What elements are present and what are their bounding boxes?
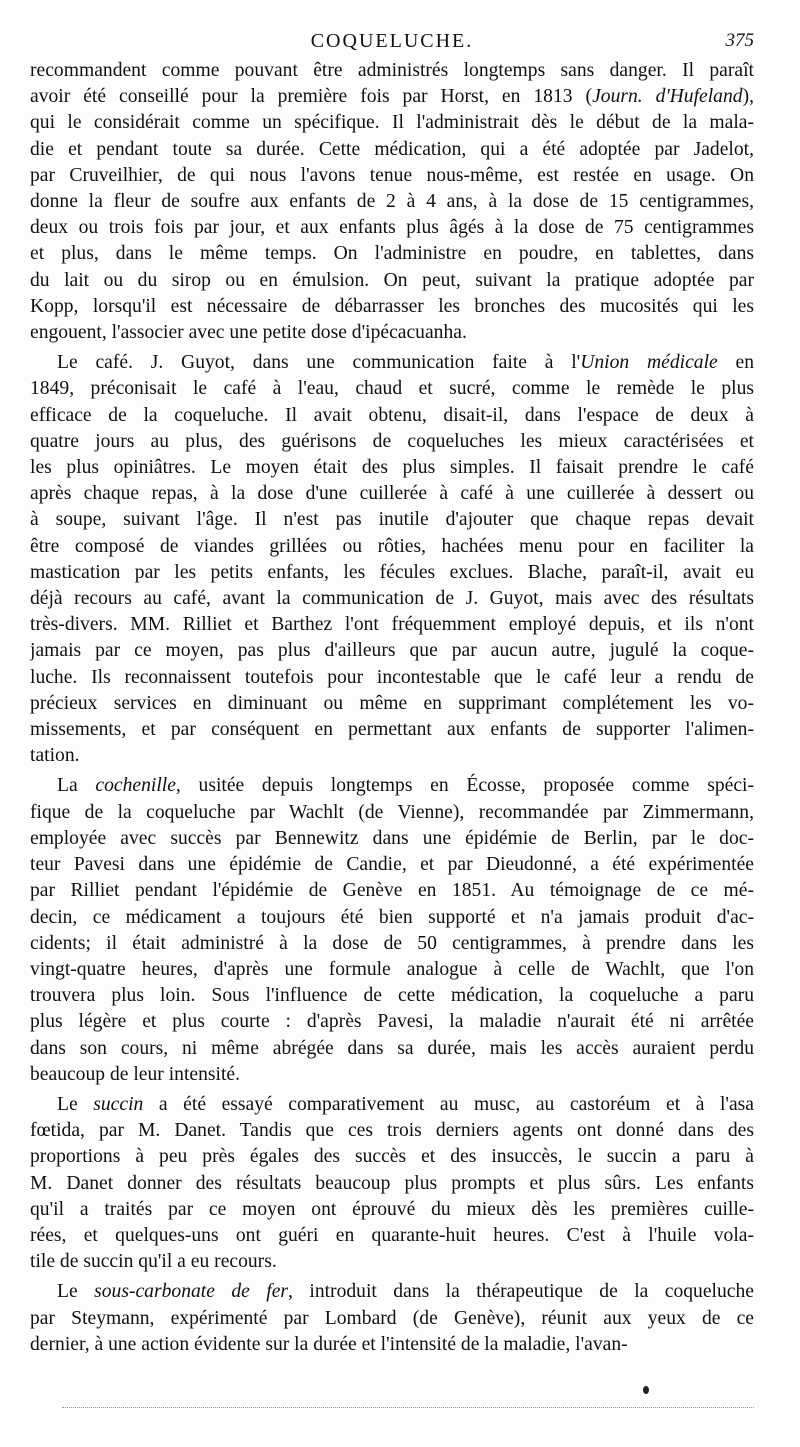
text-line: plus légère et plus courte : d'après Pavesi, la maladie n'aurait été ni arrêtée (30, 1011, 754, 1033)
text-line: efficace de la coqueluche. Il avait obtenu, disait-il, dans l'espace de deux à (30, 404, 754, 426)
text-line: quatre jours au plus, des guérisons de coqueluches les mieux caractérisées et (30, 430, 754, 452)
text-line: donne la fleur de soufre aux enfants de 2 à 4 ans, à la dose de 15 centigrammes, (30, 191, 754, 213)
text-line: et plus, dans le même temps. On l'administre en poudre, en tablettes, dans (30, 243, 754, 265)
text-line: Le sous-carbonate de fer, introduit dans la thérapeutique de la coqueluche (57, 1281, 754, 1303)
text-line: die et pendant toute sa durée. Cette médication, qui a été adoptée par Jadelot, (30, 138, 754, 160)
text-block (30, 58, 754, 1362)
text-line: recommandent comme pouvant être administrés longtemps sans danger. Il paraît (30, 60, 754, 81)
text-line: mastication par les petits enfants, les fécules exclues. Blache, paraît-il, avait eu (30, 561, 754, 583)
text-line: qu'il a traités par ce moyen ont éprouvé du mieux dès les premières cuille- (30, 1198, 754, 1220)
text-line: du lait ou du sirop ou en émulsion. On peut, suivant la pratique adoptée par (30, 269, 754, 291)
text-line: deux ou trois fois par jour, et aux enfants plus âgés à la dose de 75 centigrammes (30, 217, 754, 239)
text-line: trouvera plus loin. Sous l'influence de cette médication, la coqueluche a paru (30, 985, 754, 1007)
text-line: jamais par ce moyen, pas plus d'ailleurs que par aucun autre, jugulé la coque- (30, 640, 754, 662)
text-line: engouent, l'associer avec une petite dose d'ipécacuanha. (30, 322, 467, 344)
text-line: Le café. J. Guyot, dans une communication faite à l'Union médicale en (57, 352, 754, 374)
text-line: par Cruveilhier, de qui nous l'avons tenue nous-même, est restée en usage. On (30, 164, 754, 186)
paragraph (30, 773, 754, 1087)
running-title: COQUELUCHE. (310, 30, 474, 52)
page-number: 375 (725, 30, 754, 51)
text-line: fique de la coqueluche par Wachlt (de Vienne), recommandée par Zimmermann, (30, 801, 754, 823)
text-line: M. Danet donner des résultats beaucoup plus prompts et plus sûrs. Les enfants (30, 1172, 754, 1194)
footer-rule (62, 1407, 754, 1408)
ink-speck (643, 1386, 649, 1394)
text-line: cidents; il était administré à la dose de 50 centigrammes, à prendre dans les (30, 932, 754, 954)
paragraph (30, 350, 754, 769)
text-line: très-divers. MM. Rilliet et Barthez l'ont fréquemment employé depuis, et ils n'ont (30, 614, 754, 636)
text-line: teur Pavesi dans une épidémie de Candie, et par Dieudonné, a été expérimentée (30, 854, 754, 876)
text-line: tile de succin qu'il a eu recours. (30, 1251, 277, 1273)
text-line: La cochenille, usitée depuis longtemps en Écosse, proposée comme spéci- (57, 775, 754, 797)
text-line: employée avec succès par Bennewitz dans une épidémie de Berlin, par le doc- (30, 827, 754, 849)
paragraph (30, 1279, 754, 1358)
text-line: déjà recours au café, avant la communication de J. Guyot, mais avec des résultats (30, 588, 754, 610)
text-line: après chaque repas, à la dose d'une cuillerée à café à une cuillerée à dessert ou (30, 483, 754, 505)
text-line: Le succin a été essayé comparativement au musc, au castoréum et à l'asa (57, 1093, 754, 1115)
running-head (30, 27, 754, 55)
text-line: précieux services en diminuant ou même en supprimant complétement les vo- (30, 692, 754, 714)
text-line: proportions à peu près égales des succès et des insuccès, le succin a paru à (30, 1146, 754, 1168)
text-line: par Steymann, expérimenté par Lombard (de Genève), réunit aux yeux de ce (30, 1307, 754, 1329)
text-line: rées, et quelques-uns ont guéri en quarante-huit heures. C'est à l'huile vola- (30, 1224, 754, 1246)
text-line: les plus opiniâtres. Le moyen était des plus simples. Il faisait prendre le café (30, 457, 754, 479)
paragraph (30, 1092, 754, 1275)
text-line: qui le considérait comme un spécifique. Il l'administrait dès le début de la mala- (30, 112, 754, 134)
text-line: dernier, à une action évidente sur la durée et l'intensité de la maladie, l'avan- (30, 1333, 628, 1355)
text-line: luche. Ils reconnaissent toutefois pour incontestable que le café leur a rendu de (30, 666, 754, 688)
text-line: dans son cours, ni même abrégée dans sa durée, mais les accès auraient perdu (30, 1037, 754, 1059)
text-line: decin, ce médicament a toujours été bien supporté et n'a jamais produit d'ac- (30, 906, 754, 928)
text-line: tation. (30, 745, 80, 767)
text-line: vingt-quatre heures, d'après une formule analogue à celle de Wachlt, que l'on (30, 958, 754, 980)
text-line: avoir été conseillé pour la première fois par Horst, en 1813 (Journ. d'Hufeland), (30, 86, 754, 108)
paragraph (30, 58, 754, 346)
text-line: 1849, préconisait le café à l'eau, chaud et sucré, comme le remède le plus (30, 378, 754, 400)
text-line: fœtida, par M. Danet. Tandis que ces trois derniers agents ont donné dans des (30, 1120, 754, 1142)
text-line: être composé de viandes grillées ou rôties, hachées menu pour en faciliter la (30, 535, 754, 557)
text-line: beaucoup de leur intensité. (30, 1063, 241, 1085)
text-line: par Rilliet pendant l'épidémie de Genève en 1851. Au témoignage de ce mé- (30, 880, 754, 902)
text-line: Kopp, lorsqu'il est nécessaire de débarrasser les bronches des mucosités qui les (30, 295, 754, 317)
text-line: missements, et par conséquent en permettant aux enfants de supporter l'alimen- (30, 719, 754, 741)
text-line: à soupe, suivant l'âge. Il n'est pas inutile d'ajouter que chaque repas devait (30, 509, 754, 531)
